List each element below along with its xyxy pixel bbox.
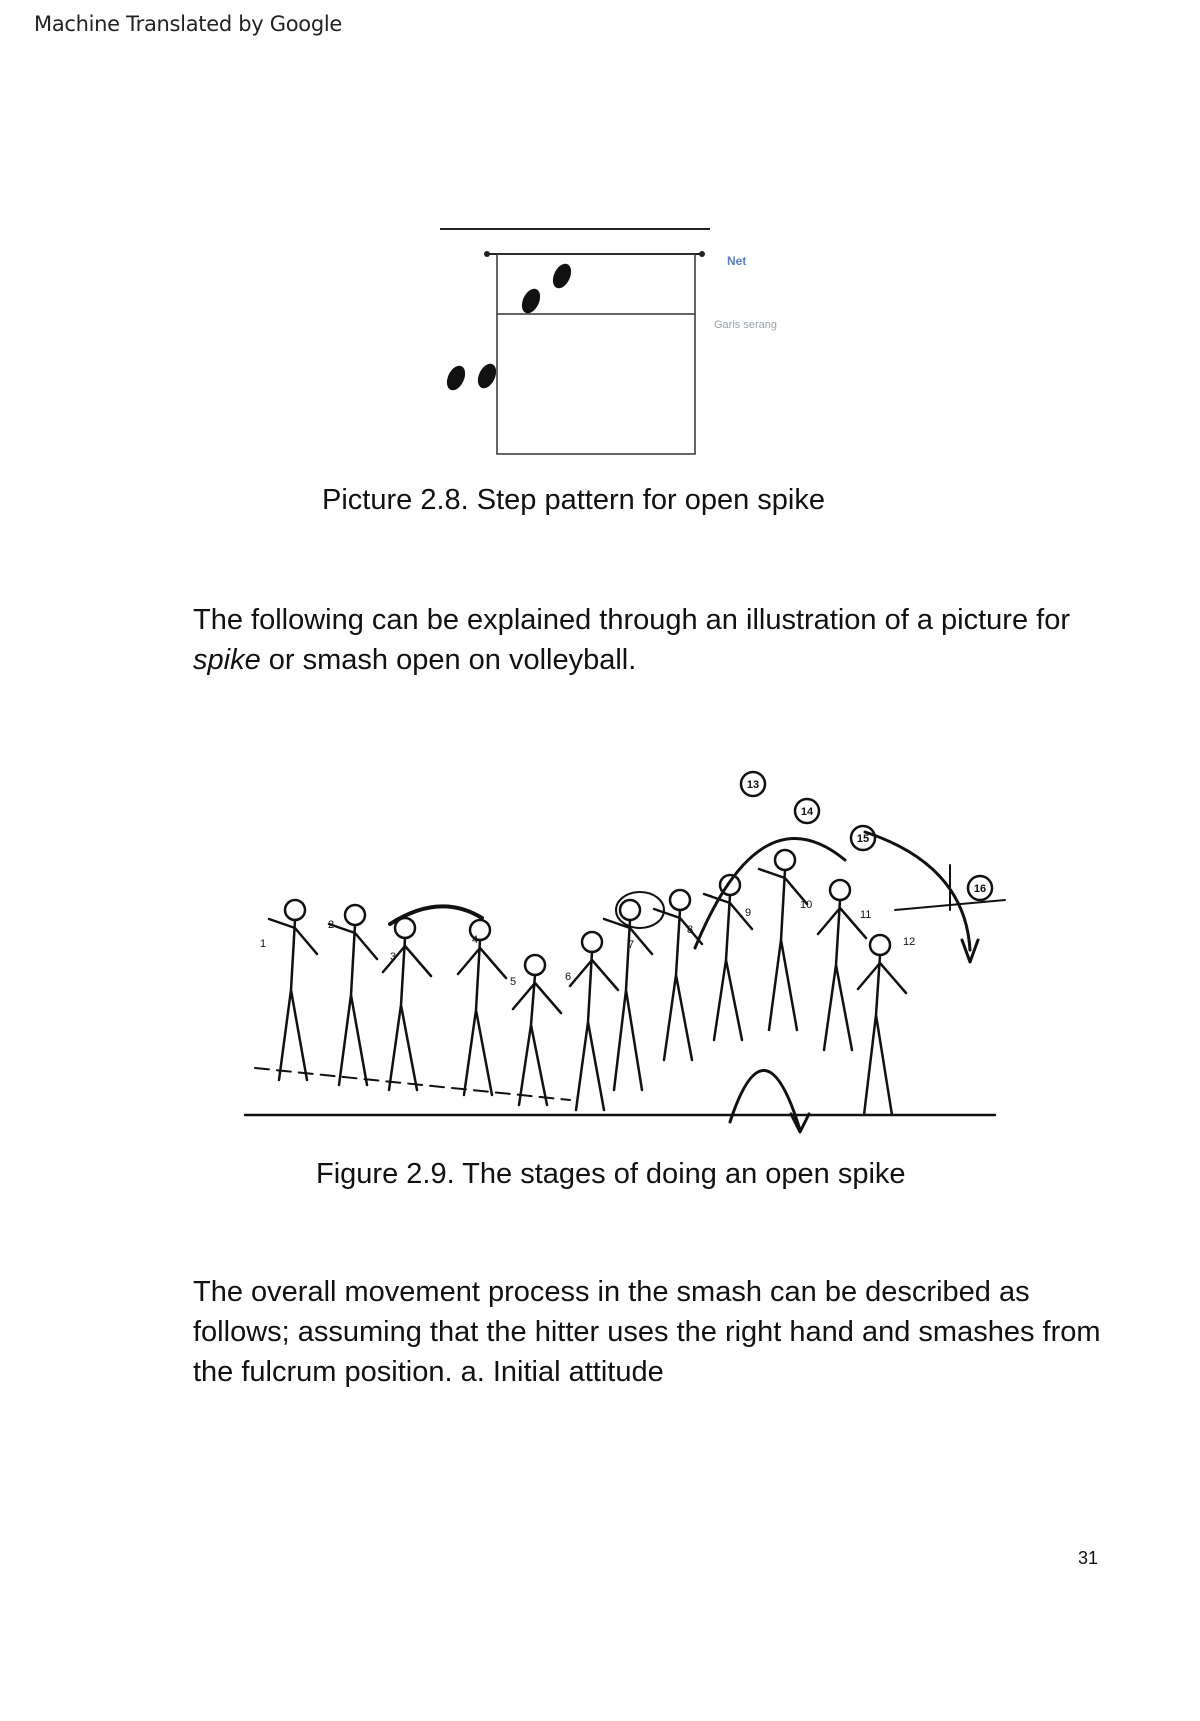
- step-number: 5: [510, 976, 517, 988]
- step-number: 2: [328, 919, 335, 931]
- machine-translated-banner: Machine Translated by Google: [34, 12, 343, 36]
- paragraph-intro: [193, 600, 1133, 680]
- player-body: [759, 869, 807, 1030]
- paragraph-intro-text: The following can be explained through an illustration of a picture for: [193, 604, 1070, 636]
- step-number: 11: [860, 909, 872, 921]
- ball-marker-label: 13: [746, 779, 760, 791]
- player-body: [513, 975, 561, 1105]
- net-label: Net: [727, 254, 747, 268]
- player-head: [720, 875, 740, 895]
- page-number: 31: [1078, 1548, 1099, 1568]
- footprint: [443, 363, 468, 393]
- player-body: [458, 940, 506, 1095]
- footprint: [474, 361, 499, 391]
- player-head: [525, 955, 545, 975]
- ball-marker-label: 15: [856, 833, 870, 845]
- ball-marker-label: 16: [973, 883, 987, 895]
- player-body: [329, 924, 377, 1085]
- step-number: 8: [687, 924, 694, 936]
- player-head: [620, 900, 640, 920]
- landing-arrow: [730, 1070, 800, 1130]
- player-figures: [269, 850, 906, 1115]
- paragraph-movement-process: The overall movement process in the smash can be described as follows; assuming that the hitter uses the right hand and smashes from the fulcrum position. a. Initial attitude: [193, 1276, 1101, 1388]
- step-number: 4: [472, 934, 479, 946]
- step-number: 12: [903, 936, 916, 948]
- player-head: [670, 890, 690, 910]
- player-body: [269, 919, 317, 1080]
- player-head: [775, 850, 795, 870]
- step-number: 9: [745, 907, 752, 919]
- figure-2-9-caption: Figure 2.9. The stages of doing an open spike: [316, 1158, 906, 1190]
- footprint: [518, 286, 543, 316]
- player-head: [345, 905, 365, 925]
- attack-line-label: Garis serang: [714, 319, 777, 331]
- court-rectangle: [497, 254, 695, 454]
- arm-swing-arrow: [865, 832, 970, 950]
- player-body: [818, 900, 866, 1050]
- ball-marker-label: 14: [800, 806, 814, 818]
- player-body: [570, 952, 618, 1110]
- player-head: [830, 880, 850, 900]
- step-number: 7: [628, 939, 635, 951]
- spike-stages-illustration: [240, 750, 1020, 1150]
- paragraph-intro-italic: spike: [193, 644, 261, 676]
- ball-flight-arc: [695, 839, 845, 948]
- player-head: [582, 932, 602, 952]
- player-body: [654, 909, 702, 1060]
- step-number: 6: [565, 971, 572, 983]
- step-number: 1: [260, 938, 267, 950]
- paragraph-intro-text-end: or smash open on volleyball.: [260, 644, 637, 676]
- figure-2-8-caption: Picture 2.8. Step pattern for open spike: [322, 484, 825, 516]
- arm-arc: [390, 906, 482, 924]
- step-number: 10: [800, 899, 813, 911]
- footprint-group: [443, 261, 574, 393]
- footprint: [549, 261, 574, 291]
- step-number: 3: [390, 951, 397, 963]
- player-head: [870, 935, 890, 955]
- player-body: [858, 955, 906, 1115]
- player-head: [395, 918, 415, 938]
- player-head: [285, 900, 305, 920]
- step-pattern-diagram: [430, 210, 810, 455]
